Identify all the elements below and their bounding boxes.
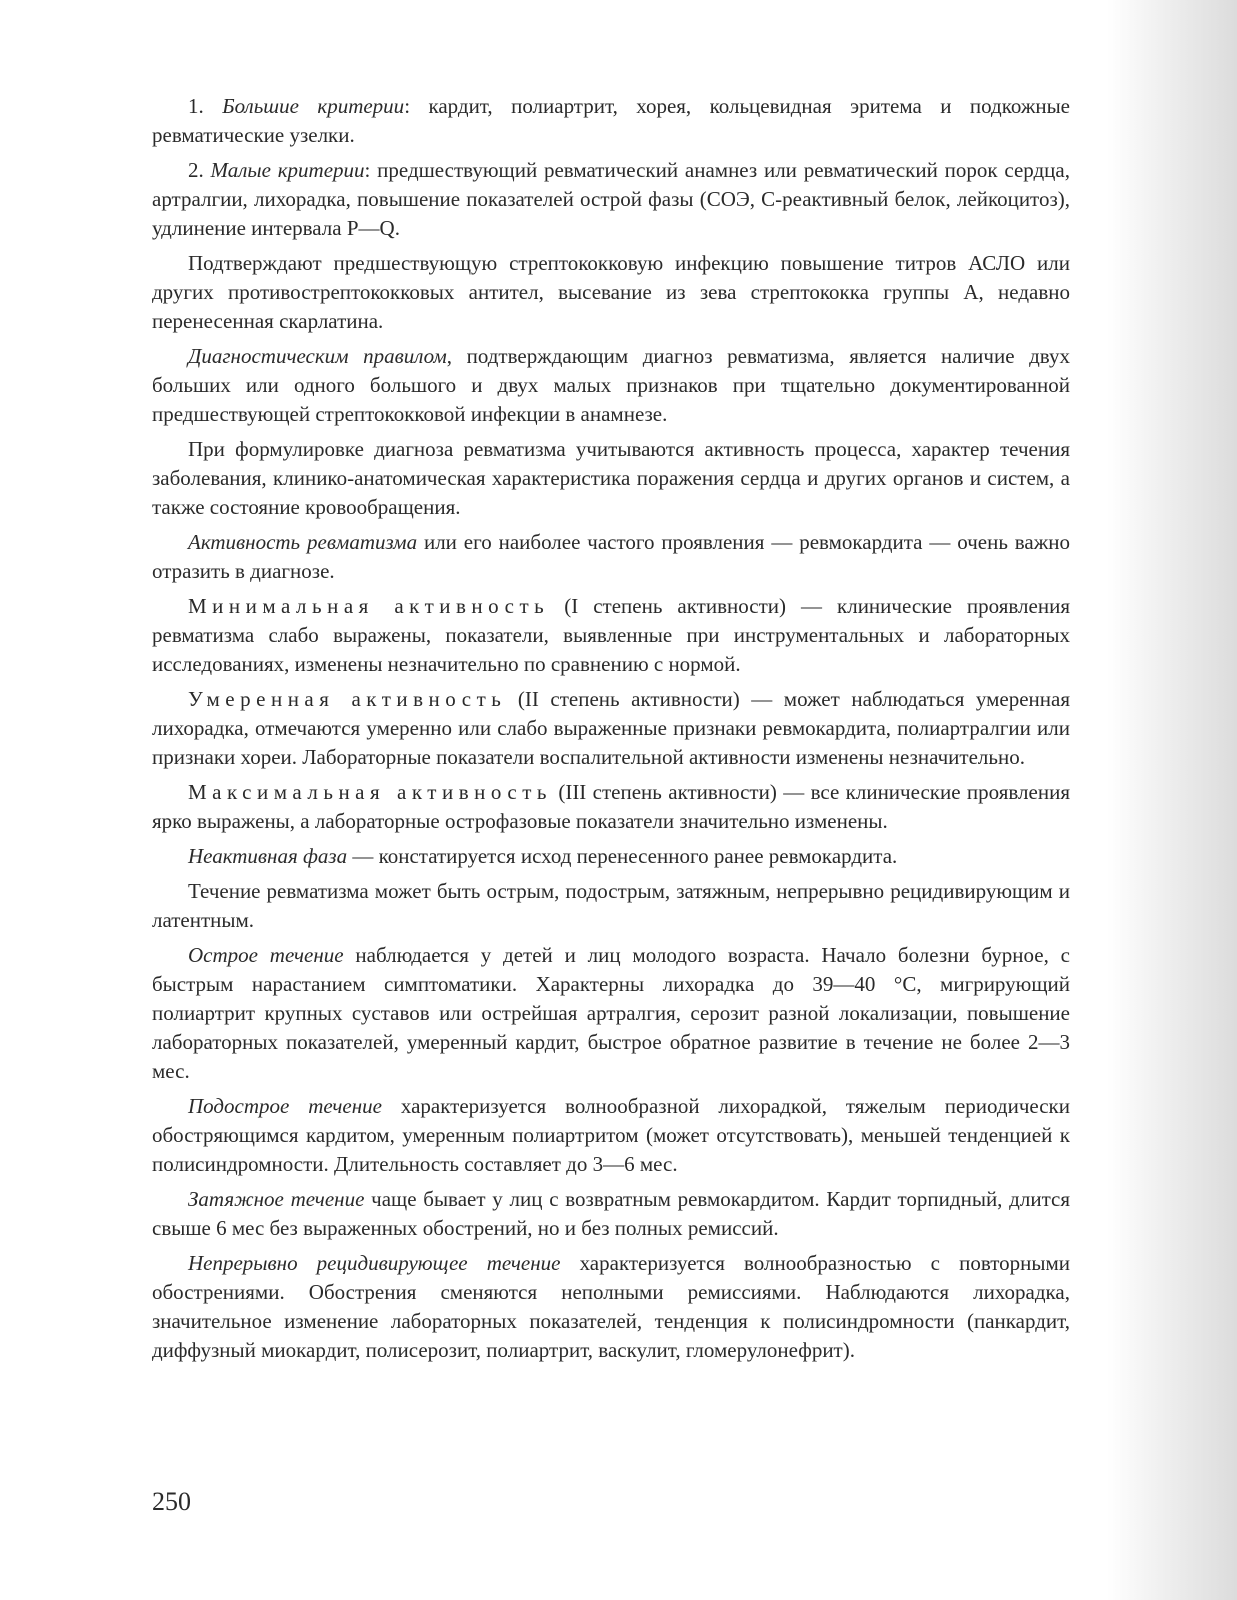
paragraph-text: наблюдается у детей и лиц молодого возраста. Начало болезни бурное, с быстрым нарастанием симптоматики. Характерны лихорадка до 39—40 °С, мигрирующий полиартрит крупных суставов или острейшая артралгия, серозит разной локализации, повышение лабораторных показателей, умеренный кардит, быстрое обратное развитие в течение не более 2—3 мес. — [152, 943, 1071, 1083]
paragraph-text: — констатируется исход перенесенного ранее ревмокардита. — [347, 844, 898, 868]
paragraph-text: (III степень активности) — все клинические проявления ярко выражены, а лабораторные острофазовые показатели значительно изменены. — [152, 780, 1070, 833]
paragraph-term: Острое течение — [188, 943, 344, 967]
page-number: 250 — [152, 1487, 191, 1516]
list-number: 2. — [188, 158, 211, 182]
paragraph-term: Диагностическим правилом — [188, 344, 447, 368]
paragraph — [152, 342, 1070, 429]
paragraph-text: характеризуется волнообразной лихорадкой, тяжелым периодически обостряющимся кардитом, умеренным полиартритом (может отсутствовать), меньшей тенденцией к полисиндромности. Длительность составляет до 3—6 мес. — [152, 1094, 1070, 1176]
paragraph — [152, 1092, 1070, 1179]
paragraph-term: Непрерывно рецидивирующее течение — [188, 1251, 561, 1275]
paragraph — [152, 877, 1070, 935]
paragraph-term: Неактивная фаза — [188, 844, 348, 868]
paragraph-term: Активность ревматизма — [188, 530, 418, 554]
list-number: 1. — [188, 94, 223, 118]
paragraph-text: , подтверждающим диагноз ревматизма, является наличие двух больших или одного большого и двух малых признаков при тщательно документированной предшествующей стрептококковой инфекции в анамнезе. — [152, 344, 1070, 426]
paragraph-term: Минимальная активность — [188, 594, 550, 618]
paragraph — [152, 435, 1070, 522]
paragraph-term: Умеренная активность — [188, 687, 507, 711]
paragraph-term: Максимальная активность — [188, 780, 552, 804]
paragraph-text: : предшествующий ревматический анамнез или ревматический порок сердца, артралгии, лихорадка, повышение показателей острой фазы (СОЭ, С-реактивный белок, лейкоцитоз), удлинение интервала P—Q. — [152, 158, 1070, 240]
paragraph-text: чаще бывает у лиц с возвратным ревмокардитом. Кардит торпидный, длится свыше 6 мес без выраженных обострений, но и без полных ремиссий. — [152, 1187, 1070, 1240]
paragraph — [152, 156, 1070, 243]
paragraph-text: Течение ревматизма может быть острым, подострым, затяжным, непрерывно рецидивирующим и латентным. — [152, 879, 1070, 932]
text-column — [152, 92, 1070, 1371]
paragraph-text: характеризуется волнообразностью с повторными обострениями. Обострения сменяются неполными ремиссиями. Наблюдаются лихорадка, значительное изменение лабораторных показателей, тенденция к полисиндромности (панкардит, диффузный миокардит, полисерозит, полиартрит, васкулит, гломерулонефрит). — [152, 1251, 1070, 1362]
paragraph-text: (I степень активности) — клинические проявления ревматизма слабо выражены, показатели, выявленные при инструментальных и лабораторных исследованиях, изменены незначительно по сравнению с нормой. — [152, 594, 1070, 676]
paragraph — [152, 92, 1070, 150]
paragraph-term: Подострое течение — [188, 1094, 382, 1118]
paragraph-term: Малые критерии — [210, 158, 365, 182]
paragraph-term: Большие критерии — [222, 94, 405, 118]
paragraph-text: Подтверждают предшествующую стрептококковую инфекцию повышение титров АСЛО или других противострептококковых антител, высевание из зева стрептококка группы А, недавно перенесенная скарлатина. — [152, 251, 1070, 333]
paragraph — [152, 1249, 1070, 1365]
paragraph-term: Затяжное течение — [188, 1187, 365, 1211]
paragraph — [152, 685, 1070, 772]
paragraph — [152, 778, 1070, 836]
paragraph — [152, 592, 1070, 679]
paragraph — [152, 1185, 1070, 1243]
paragraph-text: (II степень активности) — может наблюдаться умеренная лихорадка, отмечаются умеренно или слабо выраженные признаки ревмокардита, полиартралгии или признаки хореи. Лабораторные показатели воспалительной активности изменены незначительно. — [152, 687, 1071, 769]
paragraph-text: При формулировке диагноза ревматизма учитываются активность процесса, характер течения заболевания, клинико-анатомическая характеристика поражения сердца и других органов и систем, а также состояние кровообращения. — [152, 437, 1070, 519]
paragraph-text: : кардит, полиартрит, хорея, кольцевидная эритема и подкожные ревматические узелки. — [152, 94, 1071, 147]
paragraph — [152, 528, 1070, 586]
paragraph-text: или его наиболее частого проявления — ревмокардита — очень важно отразить в диагнозе. — [152, 530, 1070, 583]
paragraph — [152, 842, 1070, 871]
page-edge-shadow — [1107, 0, 1237, 1600]
paragraph — [152, 249, 1070, 336]
paragraph — [152, 941, 1070, 1086]
